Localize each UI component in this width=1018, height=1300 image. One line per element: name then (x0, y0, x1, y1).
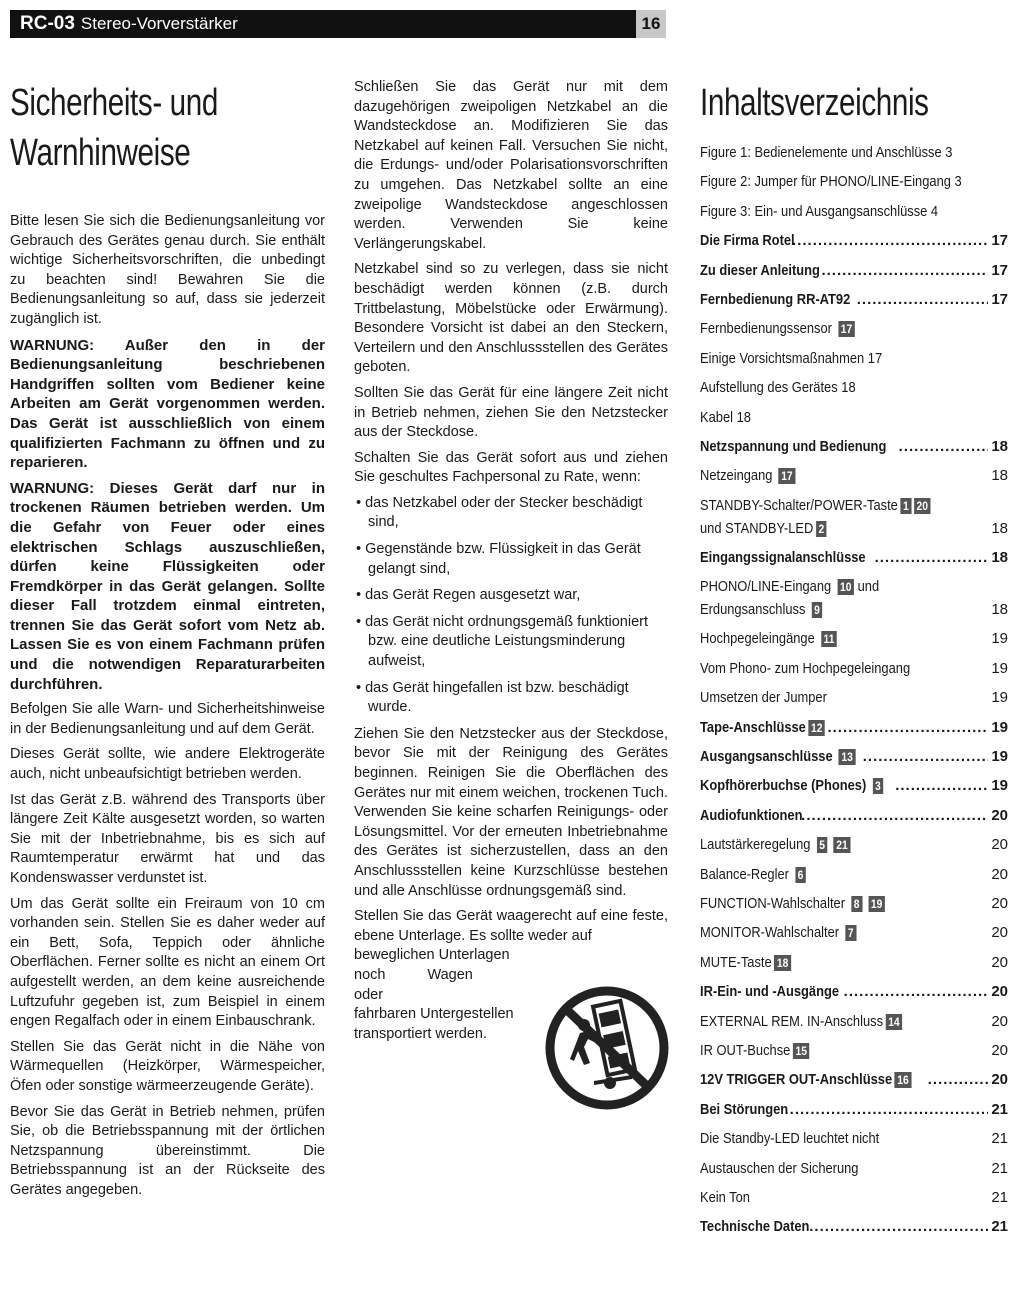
toc-entry[interactable]: Kabel 18 (700, 408, 751, 426)
toc-entry[interactable]: Lautstärkeregelung 5 21 20 (700, 836, 1008, 854)
toc-entry[interactable]: Netzeingang 17 18 (700, 467, 1008, 485)
toc-entry[interactable]: IR OUT-Buchse 15 20 (700, 1041, 1008, 1059)
list-item: • das Gerät Regen ausgesetzt war, (356, 587, 581, 604)
toc-entry[interactable]: 12V TRIGGER OUT-Anschlüsse 16 ..... 20 (700, 1065, 1008, 1094)
toc-entry[interactable]: IR-Ein- und -Ausgänge ..... 20 (700, 977, 1008, 1006)
toc-entry[interactable]: Eingangssignalanschlüsse ..... 18 (700, 543, 1008, 572)
paragraph-line: beweglichen Unterlagen (354, 947, 510, 964)
toc-entry[interactable]: Die Standby-LED leuchtet nicht 21 (700, 1130, 1008, 1148)
callout-badge: 5 (817, 837, 828, 853)
toc-entry[interactable]: Figure 2: Jumper für PHONO/LINE-Eingang 3 (700, 173, 962, 191)
list-item: • das Gerät nicht ordnungsgemäß funktioniert bzw. eine deutliche Leistungsminderung aufweist, (356, 613, 649, 670)
toc-entry[interactable]: MUTE-Taste 18 20 (700, 953, 1008, 971)
toc-entry[interactable]: STANDBY-Schalter/POWER-Taste 1 20 und STANDBY-LED 2 18 (700, 496, 1008, 537)
bullet-list (354, 494, 668, 718)
model-name: RC-03 (20, 13, 75, 34)
paragraph: Bevor Sie das Gerät in Betrieb nehmen, prüfen Sie, ob die Betriebsspannung mit der örtlichen Netzspannung übereinstimmt. Die Betriebsspannung ist an der Rückseite des Gerätes angegeben. (10, 1103, 325, 1198)
toc-entry[interactable]: Austauschen der Sicherung 21 (700, 1159, 1008, 1177)
callout-badge: 7 (845, 925, 856, 941)
column-safety-continued (354, 78, 668, 1044)
toc-entry[interactable]: Vom Phono- zum Hochpegeleingang 19 (700, 659, 1008, 677)
paragraph: Um das Gerät sollte ein Freiraum von 10 cm vorhanden sein. Stellen Sie es daher weder auf ein Bett, Sofa, Teppich oder ähnliche Oberflächen. Ferner sollte es nicht an einem Ort aufgestellt werden, an dem keine ausreichende Luftzufuhr gegeben ist, zum Beispiel in einem engen Regalfach oder in einem Einbauschrank. (10, 895, 325, 1030)
toc-entry[interactable]: Umsetzen der Jumper 19 (700, 689, 1008, 707)
toc-title: Inhaltsverzeichnis (700, 82, 929, 124)
paragraph: Sollten Sie das Gerät für eine längere Zeit nicht in Betrieb nehmen, ziehen Sie den Netzstecker aus der Steckdose. (354, 384, 668, 441)
page-header (10, 10, 666, 38)
callout-badge: 17 (779, 468, 796, 484)
toc-entry[interactable]: Fernbedienung RR-AT92 ..... 17 (700, 285, 1008, 314)
warning-paragraph: WARNUNG: Außer den in der Bedienungsanleitung beschriebenen Handgriffen sollten vom Bediener keine Arbeiten am Gerät vorgenommen werden. Das Gerät ist ausschließlich von einem qualifizierten Fachmann zu öffnen und zu reparieren. (10, 336, 325, 472)
paragraph: Schalten Sie das Gerät sofort aus und ziehen Sie geschultes Fachpersonal zu Rate, wenn: (354, 449, 668, 486)
toc-entry[interactable]: PHONO/LINE-Eingang 10 und Erdungsanschluss 9 18 (700, 578, 1008, 619)
paragraph: Netzkabel sind so zu verlegen, dass sie nicht beschädigt werden können (z.B. durch Trittbelastung, Möbelstücke oder Erwärmung). Besondere Vorsicht ist dabei an den Steckern, Verteilern und den Anschlussstellen des Gerätes geboten. (354, 261, 668, 376)
paragraph: Bitte lesen Sie sich die Bedienungsanleitung vor Gebrauch des Gerätes genau durch. Sie enthält wichtige Sicherheitsvorschriften, die unbedingt zu beachten sind! Bewahren Sie die Bedienungsanleitung so auf, dass sie jederzeit zugänglich ist. (10, 213, 325, 327)
page-number: 16 (636, 10, 666, 38)
callout-badge: 11 (821, 631, 837, 647)
list-item: • das Gerät hingefallen ist bzw. beschädigt wurde. (356, 679, 629, 716)
toc-entry[interactable]: MONITOR-Wahlschalter 7 20 (700, 924, 1008, 942)
warning-paragraph: WARNUNG: Dieses Gerät darf nur in trockenen Räumen betrieben werden. Um die Gefahr von Feuer oder eines elektrischen Schlags auszuschließen, dürfen keine Flüssigkeiten oder Fremdkörper in das Gerät gelangen. Sollte dieser Fall trotzdem einmal eintreten, trennen Sie das Gerät sofort vom Netz ab. Lassen Sie es von einem Fachmann prüfen und die notwendigen Reparaturarbeiten durchführen. (10, 479, 325, 693)
toc-entry[interactable]: Netzspannung und Bedienung ..... 18 (700, 432, 1008, 461)
product-subtitle: Stereo-Vorverstärker (80, 14, 238, 33)
callout-badge: 10 (837, 579, 854, 595)
callout-badge: 13 (839, 749, 856, 765)
toc-entry[interactable]: Bei Störungen ..... 21 (700, 1095, 1008, 1124)
toc-entry[interactable]: Die Firma Rotel ..... 17 (700, 226, 1008, 255)
callout-badge: 1 (900, 498, 911, 514)
toc-entry[interactable]: Fernbedienungssensor 17 (700, 314, 1008, 343)
paragraph-line: transportiert werden. (354, 1025, 487, 1042)
callout-badge: 18 (774, 955, 791, 971)
toc-entry[interactable]: Figure 3: Ein- und Ausgangsanschlüsse 4 (700, 202, 939, 220)
callout-badge: 2 (816, 521, 827, 537)
toc-entry[interactable]: Technische Daten ..... 21 (700, 1212, 1008, 1241)
callout-badge: 8 (851, 896, 862, 912)
paragraph-line: noch Wagen oder (354, 966, 473, 1003)
toc-entry[interactable]: EXTERNAL REM. IN-Anschluss 14 20 (700, 1012, 1008, 1030)
paragraph: Befolgen Sie alle Warn- und Sicherheitshinweise in der Bedienungsanleitung und auf dem Gerät. (10, 701, 325, 737)
callout-badge: 12 (808, 720, 825, 736)
table-of-contents (700, 78, 1008, 1242)
toc-entry[interactable]: Figure 1: Bedienelemente und Anschlüsse 3 (700, 144, 953, 161)
toc-entry[interactable]: Kopfhörerbuchse (Phones) 3 ..... 19 (700, 771, 1008, 800)
toc-entry[interactable]: Tape-Anschlüsse 12 ..... 19 (700, 713, 1008, 742)
list-item: • Gegenstände bzw. Flüssigkeit in das Gerät gelangt sind, (356, 541, 641, 577)
callout-badge: 21 (834, 837, 851, 853)
toc-entry[interactable]: Kein Ton 21 (700, 1189, 1008, 1206)
paragraph: Stellen Sie das Gerät nicht in die Nähe von Wärmequellen (Heizkörper, Wärmespeicher, Öfen oder sonstige wärmeerzeugende Geräte). (10, 1038, 325, 1094)
toc-entry[interactable]: Einige Vorsichtsmaßnahmen 17 (700, 349, 883, 367)
toc-entry[interactable]: Zu dieser Anleitung ..... 17 (700, 256, 1008, 285)
paragraph: Dieses Gerät sollte, wie andere Elektrogeräte auch, nicht unbeaufsichtigt betrieben werden. (10, 746, 325, 783)
callout-badge: 17 (838, 321, 855, 337)
paragraph-line: fahrbaren Untergestellen (354, 1006, 514, 1023)
callout-badge: 9 (812, 602, 823, 618)
toc-entry[interactable]: Audiofunktionen ..... 20 (700, 801, 1008, 830)
callout-badge: 14 (886, 1014, 903, 1030)
toc-entry[interactable]: Ausgangsanschlüsse 13 ..... 19 (700, 742, 1008, 771)
list-item: • das Netzkabel oder der Stecker beschädigt sind, (356, 494, 643, 531)
callout-badge: 3 (872, 778, 883, 794)
callout-badge: 20 (914, 498, 931, 514)
toc-entry[interactable]: Hochpegeleingänge 11 19 (700, 630, 1008, 648)
paragraph: Schließen Sie das Gerät nur mit dem dazugehörigen zweipoligen Netzkabel an die Wandsteckdose an. Modifizieren Sie das Netzkabel auf keinen Fall. Versuchen Sie nicht, die Erdungs- und/oder Polarisationsvorschriften zu umgehen. Das Netzkabel sollte an eine zweipolige Wandsteckdose angeschlossen werden. Verwenden Sie keine Verlängerungskabel. (354, 79, 668, 252)
callout-badge: 6 (795, 867, 806, 883)
callout-badge: 16 (895, 1072, 912, 1088)
toc-entry[interactable]: Aufstellung des Gerätes 18 (700, 379, 856, 397)
no-cart-warning-icon (544, 985, 670, 1111)
section-title-safety: Sicherheits- und Warnhinweise (10, 82, 218, 174)
paragraph: Stellen Sie das Gerät waagerecht auf eine feste, ebene Unterlage. Es sollte weder auf (354, 908, 668, 944)
paragraph: Ziehen Sie den Netzstecker aus der Steckdose, bevor Sie mit der Reinigung des Gerätes beginnen. Reinigen Sie die Oberflächen des Gerätes nur mit einem weichen, trockenen Tuch. Verwenden Sie keine scharfen Reinigungs- oder Lösungsmittel. Vor der erneuten Inbetriebnahme des Gerätes ist sicherzustellen, dass an den Anschlussstellen keine Kurzschlüsse bestehen und alle Anschlüsse ordnungsgemäß sind. (354, 725, 668, 899)
toc-entry[interactable]: FUNCTION-Wahlschalter 8 19 20 (700, 894, 1008, 912)
callout-badge: 19 (868, 896, 885, 912)
paragraph: Ist das Gerät z.B. während des Transports über längere Zeit Kälte ausgesetzt worden, so warten Sie mit der Inbetriebnahme, bis es sich auf Raumtemperatur erwärmt hat und das Kondenswasser verdunstet ist. (10, 791, 325, 886)
toc-entry[interactable]: Balance-Regler 6 20 (700, 865, 1008, 883)
callout-badge: 15 (793, 1043, 810, 1059)
column-safety (10, 78, 325, 1207)
